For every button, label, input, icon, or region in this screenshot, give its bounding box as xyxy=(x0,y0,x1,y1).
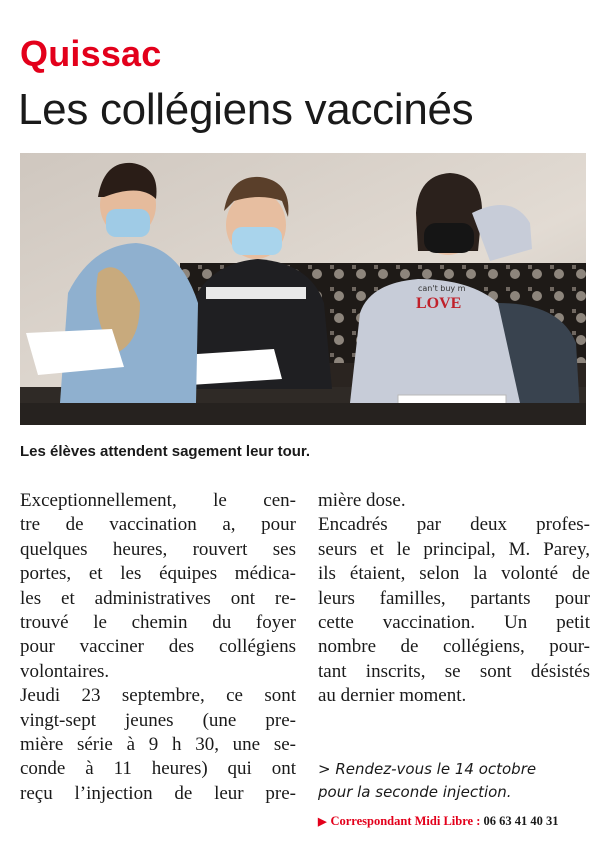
correspondant-phone: 06 63 41 40 31 xyxy=(483,814,559,828)
body-line: pour vacciner des collégiens xyxy=(20,636,296,658)
article-photo xyxy=(20,153,586,425)
body-line: seurs et le principal, M. Parey, xyxy=(318,538,590,560)
rendez-vous-note xyxy=(318,758,590,804)
triangle-bullet-icon: ▶ xyxy=(318,816,327,828)
body-line: tre de vaccination a, pour xyxy=(20,514,296,536)
body-line: volontaires. xyxy=(20,660,110,682)
body-line: portes, et les équipes médica- xyxy=(20,563,296,585)
body-line: ils étaient, selon la volonté de xyxy=(318,563,590,585)
body-line: au dernier moment. xyxy=(318,685,467,707)
body-line: Exceptionnellement, le cen- xyxy=(20,490,296,511)
article-headline: Les collégiens vaccinés xyxy=(18,85,474,134)
body-line: nombre de collégiens, pour- xyxy=(318,636,590,658)
body-line: cette vaccination. Un petit xyxy=(318,612,590,634)
body-line: reçu l’injection de leur pre- xyxy=(20,782,296,804)
body-line: Jeudi 23 septembre, ce sont xyxy=(20,685,296,707)
body-line: conde à 11 heures) qui ont xyxy=(20,758,296,780)
photo-hoodie-word: LOVE xyxy=(416,295,462,312)
body-line: leurs familles, partants pour xyxy=(318,587,590,609)
photo-hoodie-text: can't buy m xyxy=(418,284,466,293)
body-line: mière série à 9 h 30, une se- xyxy=(20,734,296,756)
body-line: mière dose. xyxy=(318,490,406,511)
correspondant-label: Correspondant Midi Libre : xyxy=(330,814,481,828)
article-body-column-1 xyxy=(20,489,296,806)
article-body-column-2 xyxy=(318,489,590,709)
rdv-line: > Rendez-vous le 14 octobre xyxy=(318,760,537,778)
body-line: Encadrés par deux profes- xyxy=(318,514,590,536)
body-line: tant inscrits, se sont désistés xyxy=(318,660,590,682)
body-line: vingt-sept jeunes (une pre- xyxy=(20,709,296,731)
photo-caption: Les élèves attendent sagement leur tour. xyxy=(20,443,311,460)
body-line: quelques heures, rouvert ses xyxy=(20,538,296,560)
body-line: les et administratives ont re- xyxy=(20,587,296,609)
body-line: trouvé le chemin du foyer xyxy=(20,612,296,634)
article-kicker: Quissac xyxy=(20,33,162,74)
rdv-line: pour la seconde injection. xyxy=(318,783,512,801)
correspondant-contact xyxy=(318,812,598,831)
